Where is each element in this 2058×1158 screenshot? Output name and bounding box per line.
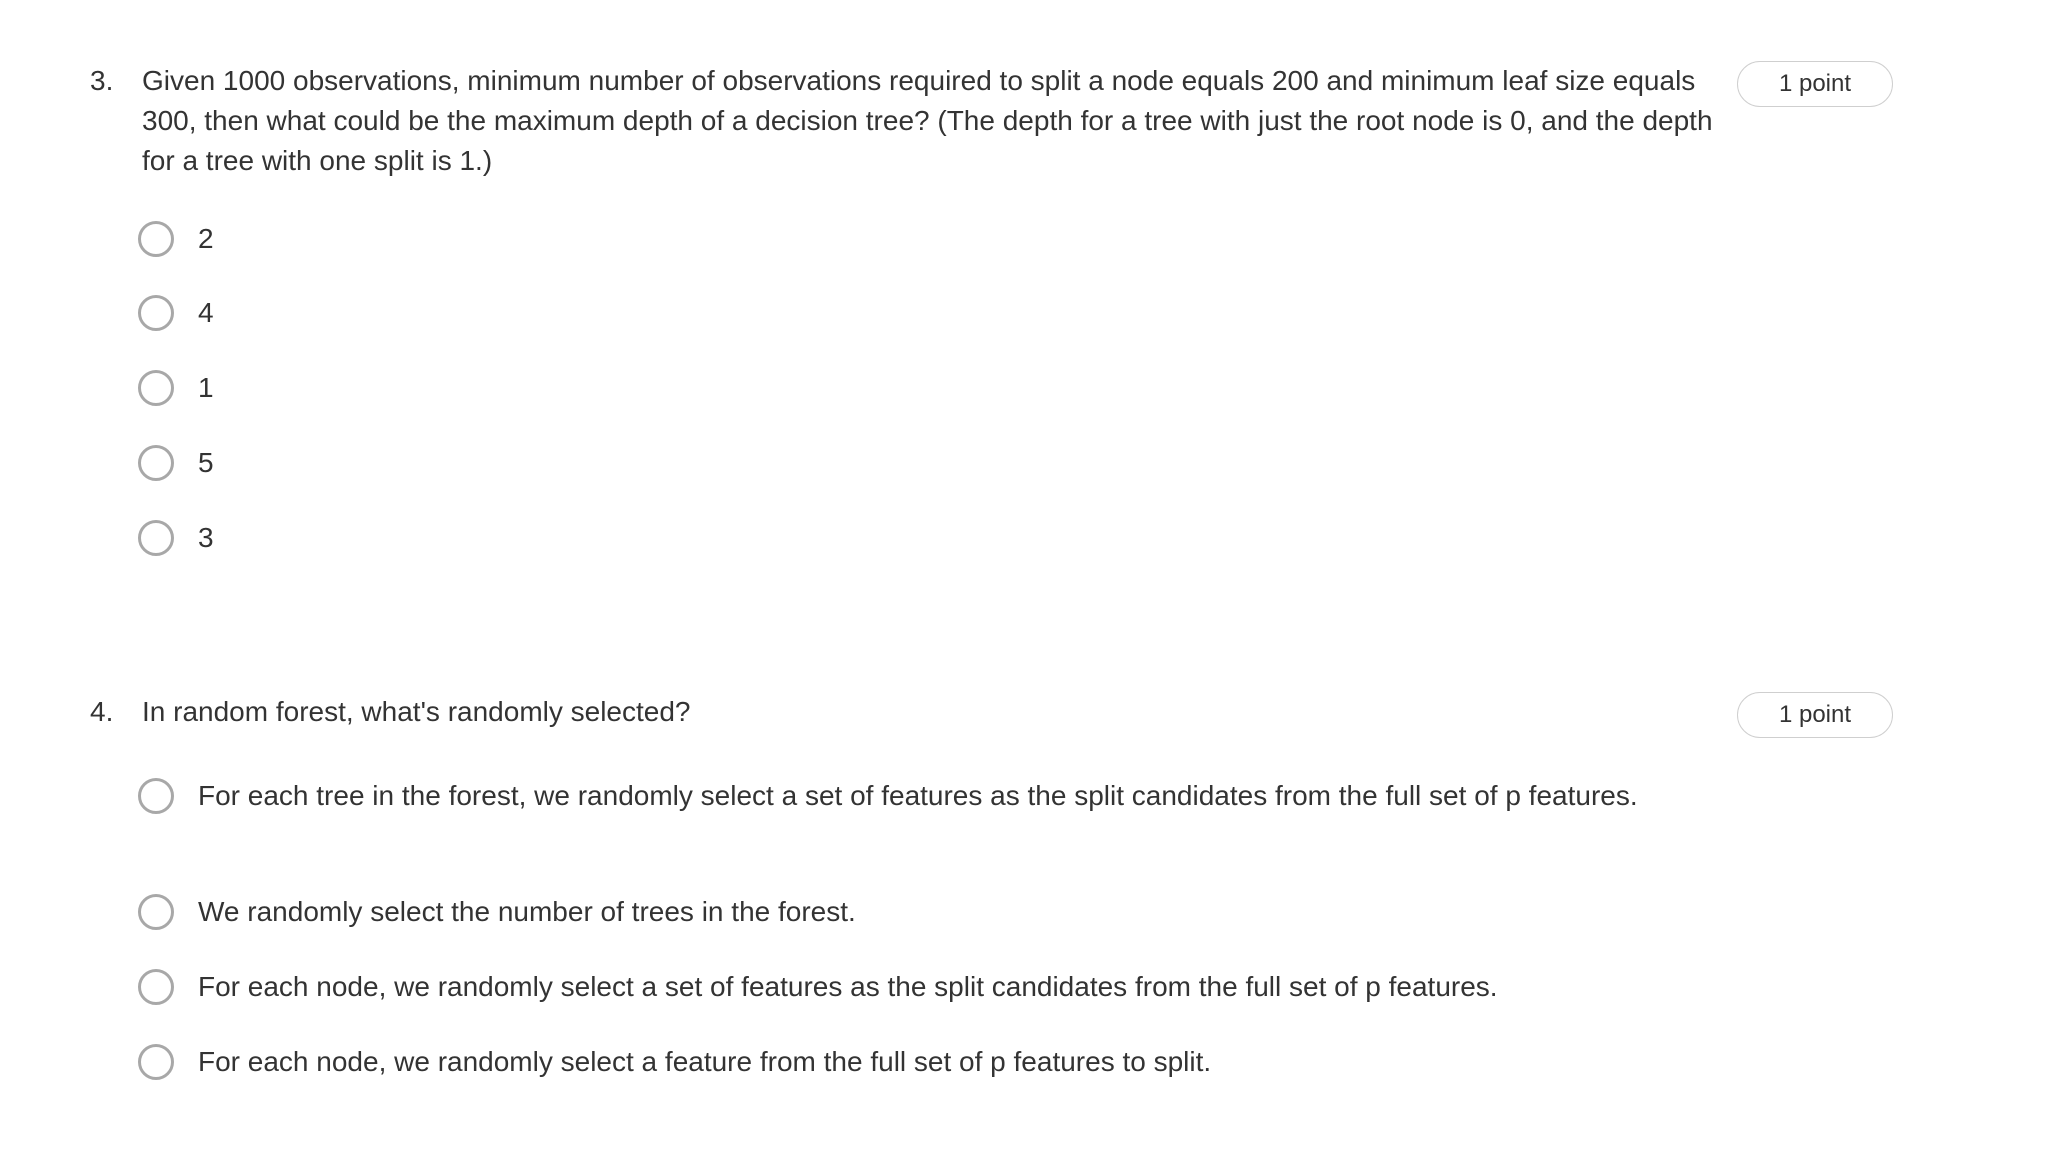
answer-option[interactable] bbox=[138, 368, 214, 408]
radio-button[interactable] bbox=[138, 445, 174, 481]
radio-button[interactable] bbox=[138, 894, 174, 930]
radio-button[interactable] bbox=[138, 295, 174, 331]
answer-option[interactable] bbox=[138, 443, 214, 483]
option-label: For each node, we randomly select a set of features as the split candidates from the full set of p features. bbox=[198, 971, 1498, 1002]
radio-button[interactable] bbox=[138, 1044, 174, 1080]
option-label: 4 bbox=[198, 297, 214, 328]
option-label: 2 bbox=[198, 223, 214, 254]
question-number: 3. bbox=[90, 65, 114, 96]
answer-option[interactable] bbox=[138, 293, 214, 333]
answer-option[interactable] bbox=[138, 219, 214, 259]
radio-button[interactable] bbox=[138, 969, 174, 1005]
question-text: In random forest, what's randomly selected? bbox=[142, 696, 691, 727]
option-label: 3 bbox=[198, 522, 214, 553]
answer-option[interactable] bbox=[138, 967, 1498, 1007]
option-label: 1 bbox=[198, 372, 214, 403]
points-badge: 1 point bbox=[1737, 61, 1893, 107]
answer-option[interactable] bbox=[138, 518, 214, 558]
radio-button[interactable] bbox=[138, 221, 174, 257]
option-label: 5 bbox=[198, 447, 214, 478]
answer-option[interactable] bbox=[138, 776, 1678, 816]
answer-option[interactable] bbox=[138, 892, 856, 932]
question-text: Given 1000 observations, minimum number of observations required to split a node equals 200 and minimum leaf size equals 300, then what could be the maximum depth of a decision tree? (The depth for a tree with just the root node is 0, and the depth for a tree with one split is 1.) bbox=[142, 65, 1713, 176]
question-number: 4. bbox=[90, 696, 114, 727]
option-label: We randomly select the number of trees in the forest. bbox=[198, 896, 856, 927]
radio-button[interactable] bbox=[138, 778, 174, 814]
points-badge: 1 point bbox=[1737, 692, 1893, 738]
answer-option[interactable] bbox=[138, 1042, 1211, 1082]
radio-button[interactable] bbox=[138, 520, 174, 556]
option-label: For each tree in the forest, we randomly select a set of features as the split candidates from the full set of p features. bbox=[198, 780, 1638, 811]
radio-button[interactable] bbox=[138, 370, 174, 406]
option-label: For each node, we randomly select a feature from the full set of p features to split. bbox=[198, 1046, 1212, 1077]
